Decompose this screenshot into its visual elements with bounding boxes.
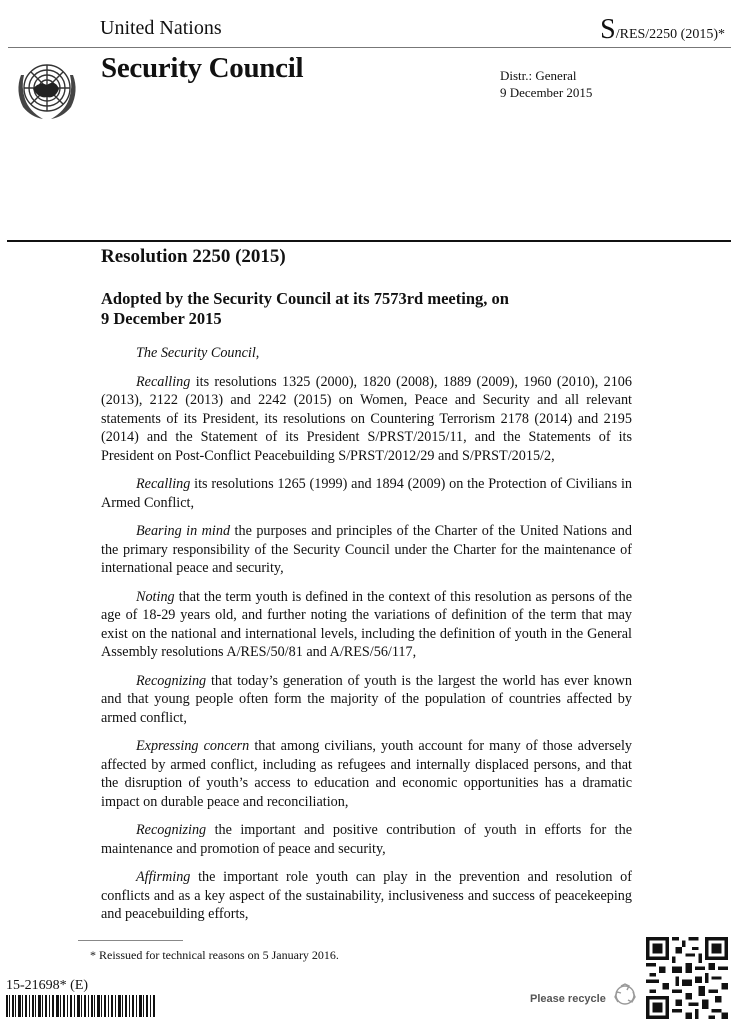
paragraph-lead: Bearing in mind (136, 523, 231, 539)
paragraph-text: its resolutions 1325 (2000), 1820 (2008), 1889 (2009), 1960 (2010), 2106 (2013), 2122 (2013) and 2242 (2015) on Women, Peace and Security and all relevant statements of its President, its resolutions on Countering Terrorism 2178 (2014) and 2195 (2014) and the Statement of its President S/PRST/2015/11, and the Statements of its President on Post-Conflict Peacebuilding S/PRST/2012/29 and S/PRST/2015/2, (101, 373, 632, 464)
body-name: Security Council (101, 52, 304, 84)
paragraph-text: the purposes and principles of the Charter of the United Nations and the primary responsibility of the Security Council under the Charter for the maintenance of international peace and security, (101, 523, 632, 576)
recycle-icon (612, 982, 638, 1008)
preamble-opening (101, 344, 632, 363)
opening-text: The Security Council, (136, 345, 260, 361)
paragraph-lead: Noting (136, 588, 175, 605)
preamble-paragraph (101, 522, 632, 578)
paragraph-lead: Recognizing (136, 672, 207, 689)
issue-date: 9 December 2015 (500, 85, 593, 100)
paragraph-text: its resolutions 1265 (1999) and 1894 (2009) on the Protection of Civilians in Armed Conflict, (101, 476, 632, 511)
preamble-paragraph (101, 821, 632, 858)
paragraph-lead: Recalling (136, 373, 191, 390)
recycle-label: Please recycle (530, 993, 606, 1005)
resolution-title: Resolution 2250 (2015) (101, 246, 286, 267)
distribution-block (500, 67, 592, 101)
symbol-rest: /RES/2250 (2015)* (615, 27, 725, 42)
document-symbol (600, 14, 725, 46)
adoption-statement (101, 289, 621, 329)
paragraph-lead: Expressing concern (136, 738, 250, 754)
preamble-paragraph (101, 588, 632, 662)
distribution: Distr.: General (500, 68, 577, 83)
qr-code-icon (646, 936, 728, 1020)
paragraph-lead: Recalling (136, 476, 191, 492)
preamble-paragraph (101, 737, 632, 811)
preamble-paragraph (101, 475, 632, 512)
footnote-rule (78, 940, 183, 941)
un-emblem-icon (11, 55, 83, 127)
preamble-paragraph (101, 868, 632, 924)
paragraph-lead: Recognizing (136, 822, 207, 838)
paragraph-text: that today’s generation of youth is the largest the world has ever known and that young people often form the majority of the population of countries affected by armed conflict, (101, 672, 632, 726)
paragraph-lead: Affirming (136, 869, 191, 885)
paragraph-text: that the term youth is defined in the context of this resolution as persons of the age of 18-29 years old, and further noting the variations of definition of the term that may exist on the national and international levels, including the definition of youth in the General Assembly resolutions A/RES/50/81 and A/RES/56/117, (101, 588, 632, 660)
adoption-line-2: 9 December 2015 (101, 309, 222, 328)
paragraph-text: the important role youth can play in the prevention and resolution of conflicts and as a key aspect of the sustainability, inclusiveness and success of peacekeeping and peacebuilding efforts, (101, 869, 632, 922)
preamble-paragraph (101, 373, 632, 466)
preamble (101, 344, 632, 934)
organization-name: United Nations (100, 17, 222, 39)
title-rule (7, 240, 731, 242)
header-rule (8, 47, 731, 48)
adoption-line-1: Adopted by the Security Council at its 7573rd meeting, on (101, 289, 509, 308)
preamble-paragraph (101, 672, 632, 728)
barcode-icon (6, 995, 156, 1017)
symbol-prefix: S (600, 14, 616, 45)
footnote: * Reissued for technical reasons on 5 January 2016. (90, 948, 339, 962)
job-number: 15-21698* (E) (6, 978, 89, 993)
paragraph-text: that among civilians, youth account for many of those adversely affected by armed conflict, including as refugees and internally displaced persons, and that the disruption of youth’s access to education and economic opportunities has a dramatic impact on durable peace and reconciliation, (101, 738, 633, 810)
paragraph-text: the important and positive contribution of youth in efforts for the maintenance and promotion of peace and security, (101, 822, 632, 857)
